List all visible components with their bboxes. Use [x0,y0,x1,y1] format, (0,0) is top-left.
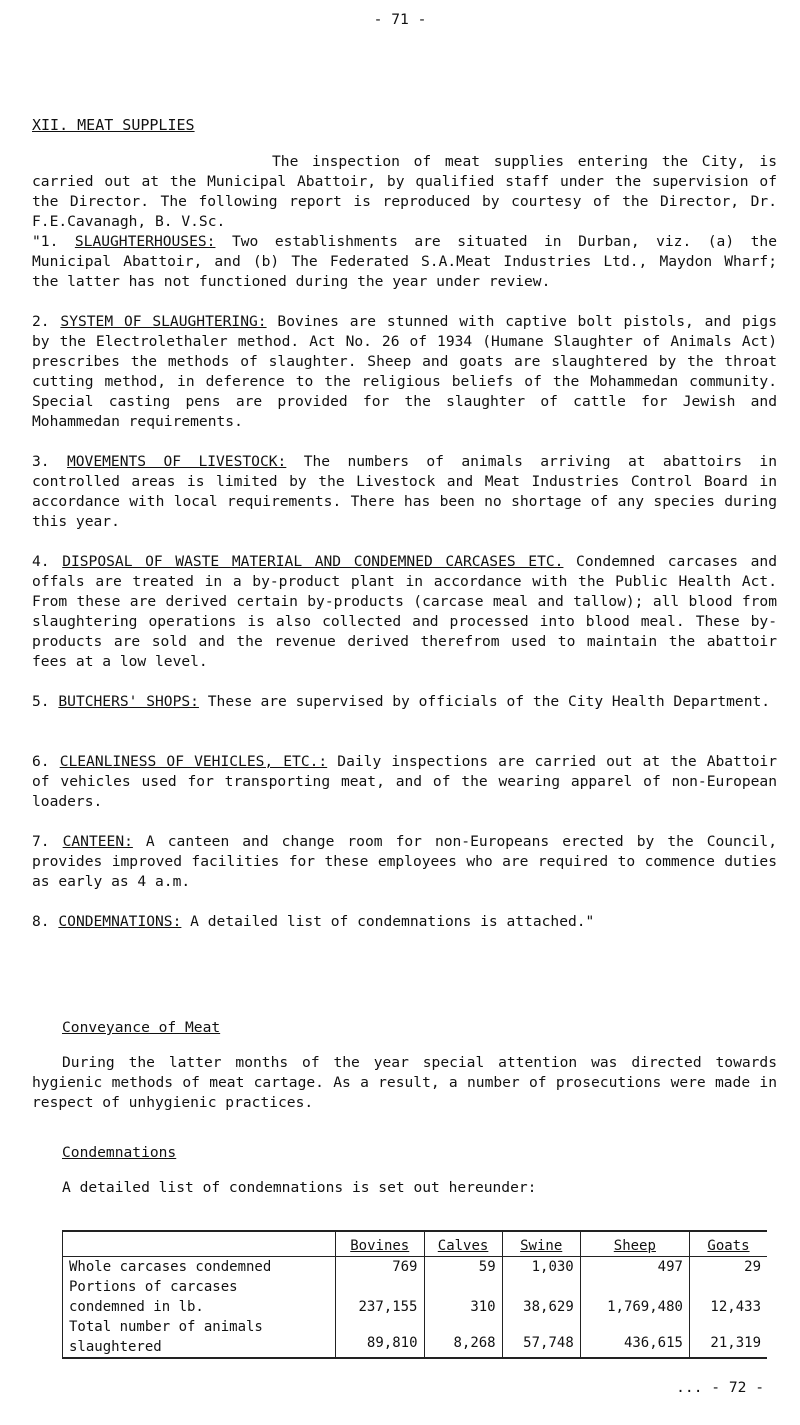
item-heading: BUTCHERS' SHOPS: [58,693,199,710]
table-row [63,1277,768,1317]
item-number: 2. [32,313,50,330]
item-heading: CONDEMNATIONS: [58,913,182,930]
row-label: Portions of carcases condemned in lb. [63,1277,336,1317]
report-item [32,912,777,932]
condemnations-heading: Condemnations [62,1144,177,1161]
table-cell: 497 [580,1257,689,1278]
column-header: Sheep [580,1231,689,1257]
item-number: "1. [32,233,59,250]
report-item [32,832,777,892]
condemnations-table [62,1230,767,1359]
item-number: 5. [32,693,50,710]
intro-paragraph: The inspection of meat supplies entering the City, is carried out at the Municipal Abattoir, by qualified staff under the supervision of the Director. The following report is reproduced by courtesy of the Director, Dr. F.E.Cavanagh, B. V.Sc. [32,153,777,230]
item-text: A canteen and change room for non-Europeans erected by the Council, provides improved facilities for these employees who are required to commence duties as early as 4 a.m. [32,833,777,890]
table-cell: 1,769,480 [580,1277,689,1317]
table-cell: 89,810 [336,1317,425,1358]
item-number: 3. [32,453,50,470]
table-cell: 12,433 [689,1277,767,1317]
item-heading: SLAUGHTERHOUSES: [74,233,216,250]
table-cell: 8,268 [424,1317,502,1358]
table-header-blank [63,1231,336,1257]
page-number: - 71 - [373,11,427,28]
item-text: Bovines are stunned with captive bolt pistols, and pigs by the Electrolethaler method. Act No. 26 of 1934 (Humane Slaughter of Animals Act) prescribes the methods of slaughter. Sheep and goats are slaughtered by the throat cutting method, in deference to the religious beliefs of the Mohammedan community. Special casting pens are provided for the slaughter of cattle for Jewish and Mohammedan requirements. [32,313,777,430]
item-text: The numbers of animals arriving at abattoirs in controlled areas is limited by the Livestock and Meat Industries Control Board in accordance with local requirements. There has been no shortage of any species during this year. [32,453,777,530]
table-cell: 237,155 [336,1277,425,1317]
table-cell: 57,748 [502,1317,580,1358]
item-number: 4. [32,553,50,570]
item-heading: MOVEMENTS OF LIVESTOCK: [66,453,287,470]
row-label: Total number of animals slaughtered [63,1317,336,1358]
item-text: Two establishments are situated in Durban, viz. (a) the Municipal Abattoir, and (b) The Federated S.A.Meat Industries Ltd., Maydon Wharf; the latter has not functioned during the year under review. [32,233,777,290]
column-header: Calves [424,1231,502,1257]
section-title: XII. MEAT SUPPLIES [32,116,195,134]
table-cell: 38,629 [502,1277,580,1317]
report-item [32,692,777,712]
item-number: 6. [32,753,50,770]
item-heading: CANTEEN: [62,833,133,850]
conveyance-paragraph: During the latter months of the year special attention was directed towards hygienic methods of meat cartage. As a result, a number of prosecutions were made in respect of unhygienic practices. [32,1054,777,1111]
report-item [32,752,777,812]
item-text: These are supervised by officials of the City Health Department. [198,693,771,710]
column-header: Bovines [336,1231,425,1257]
report-item [32,552,777,672]
report-item [32,232,777,292]
table-cell: 21,319 [689,1317,767,1358]
item-text: Condemned carcases and offals are treated in a by-product plant in accordance with the Public Health Act. From these are derived certain by-products (carcase meal and tallow); all blood from slaughtering operations is also collected and processed into blood meal. These by-products are sold and the revenue derived therefrom used to maintain the abattoir fees at a low level. [32,553,777,670]
report-item [32,312,777,432]
table-cell: 436,615 [580,1317,689,1358]
item-heading: DISPOSAL OF WASTE MATERIAL AND CONDEMNED CARCASES ETC. [62,553,564,570]
table-cell: 29 [689,1257,767,1278]
item-text: Daily inspections are carried out at the Abattoir of vehicles used for transporting meat, and of the wearing apparel of non-European loaders. [32,753,777,810]
table-row [63,1257,768,1278]
item-heading: CLEANLINESS OF VEHICLES, ETC.: [59,753,328,770]
table-cell: 1,030 [502,1257,580,1278]
report-item [32,452,777,532]
table-header-row [63,1231,768,1257]
item-text: A detailed list of condemnations is attached." [181,913,595,930]
table-cell: 59 [424,1257,502,1278]
condemnations-intro: A detailed list of condemnations is set out hereunder: [62,1179,537,1196]
item-number: 7. [32,833,50,850]
table-row [63,1317,768,1358]
column-header: Goats [689,1231,767,1257]
conveyance-heading: Conveyance of Meat [62,1019,221,1036]
footer-page-ref: ... - 72 - [676,1379,764,1396]
table-cell: 769 [336,1257,425,1278]
item-heading: SYSTEM OF SLAUGHTERING: [60,313,267,330]
table-cell: 310 [424,1277,502,1317]
column-header: Swine [502,1231,580,1257]
row-label: Whole carcases condemned [63,1257,336,1278]
item-number: 8. [32,913,50,930]
